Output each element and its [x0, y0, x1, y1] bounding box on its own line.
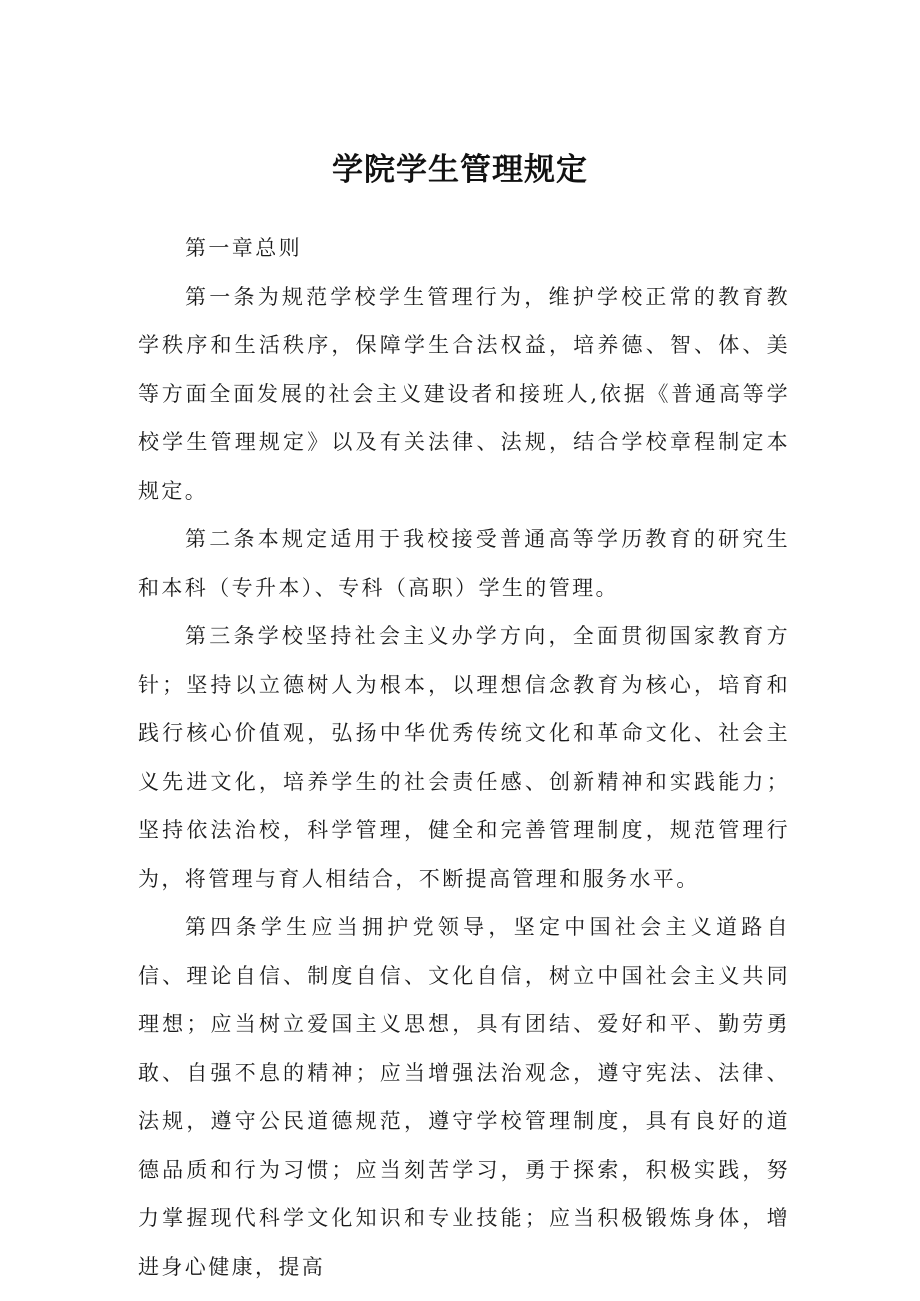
- chapter-heading: 第一章总则: [185, 236, 302, 260]
- article-1-paragraph: 第一条为规范学校学生管理行为，维护学校正常的教育教学秩序和生活秩序，保障学生合法权益，培养德、智、体、美等方面全面发展的社会主义建设者和接班人,依据《普通高等学校学生管理规定》以及有关法律、法规，结合学校章程制定本规定。: [138, 284, 790, 503]
- article-3-paragraph: 第三条学校坚持社会主义办学方向，全面贯彻国家教育方针；坚持以立德树人为根本，以理想信念教育为核心，培育和践行核心价值观，弘扬中华优秀传统文化和革命文化、社会主义先进文化，培养学生的社会责任感、创新精神和实践能力；坚持依法治校，科学管理，健全和完善管理制度，规范管理行为，将管理与育人相结合，不断提高管理和服务水平。: [138, 624, 790, 891]
- document-title: 学院学生管理规定: [332, 152, 588, 188]
- document-body: [138, 224, 790, 1291]
- article-4-paragraph: 第四条学生应当拥护党领导，坚定中国社会主义道路自信、理论自信、制度自信、文化自信，树立中国社会主义共同理想；应当树立爱国主义思想，具有团结、爱好和平、勤劳勇敢、自强不息的精神；应当增强法治观念，遵守宪法、法律、法规，遵守公民道德规范，遵守学校管理制度，具有良好的道德品质和行为习惯；应当刻苦学习，勇于探索，积极实践，努力掌握现代科学文化知识和专业技能；应当积极锻炼身体，增进身心健康，提高: [138, 915, 790, 1279]
- article-2-paragraph: 第二条本规定适用于我校接受普通高等学历教育的研究生和本科（专升本）、专科（高职）学生的管理。: [138, 527, 790, 600]
